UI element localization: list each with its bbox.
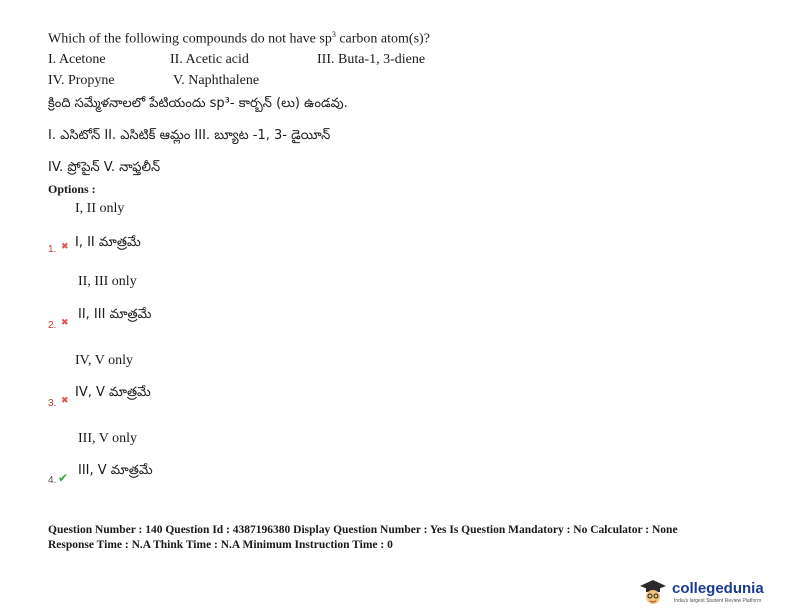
question-english xyxy=(48,30,430,48)
option-number: 2. xyxy=(48,320,57,331)
option-telugu: II, III మాత్రమే xyxy=(78,307,152,322)
cross-icon: ✖ xyxy=(61,242,69,252)
compound-acetone: I. Acetone xyxy=(48,52,106,67)
cross-icon: ✖ xyxy=(61,396,69,406)
question-text-start: Which of the following compounds do not have sp xyxy=(48,31,332,47)
option-english: IV, V only xyxy=(75,353,133,368)
option-english: II, III only xyxy=(78,274,137,289)
compound-naphthalene: V. Naphthalene xyxy=(173,73,260,88)
question-superscript: 3 xyxy=(331,30,336,39)
question-text-end: carbon atom(s)? xyxy=(335,31,430,47)
option-number: 3. xyxy=(48,398,57,409)
compound-butadiene: III. Buta-1, 3-diene xyxy=(317,52,426,67)
option-number: 4. xyxy=(48,475,57,486)
option-number: 1. xyxy=(48,244,57,255)
option-english: I, II only xyxy=(75,201,125,216)
logo-tagline: India's largest Student Review Platform xyxy=(674,598,762,604)
options-heading: Options : xyxy=(48,182,96,196)
graduate-mascot-icon xyxy=(638,578,668,606)
checkmark-icon: ✔ xyxy=(58,471,69,485)
option-telugu: IV, V మాత్రమే xyxy=(75,385,151,400)
option-telugu: I, II మాత్రమే xyxy=(75,235,141,250)
compounds-telugu-row2: IV. ప్రోపైన్ V. నాఫ్తలీన్ xyxy=(48,160,161,175)
collegedunia-logo xyxy=(638,578,778,606)
compound-propyne: IV. Propyne xyxy=(48,73,115,88)
cross-icon: ✖ xyxy=(61,318,69,328)
compounds-telugu-row1: I. ఎసిటోన్ II. ఎసిటిక్ ఆమ్లం III. బ్యూట -1, 3- డైయీన్ xyxy=(48,128,331,143)
logo-name: collegedunia xyxy=(672,580,764,597)
compound-acetic-acid: II. Acetic acid xyxy=(170,52,249,67)
option-telugu: III, V మాత్రమే xyxy=(78,463,153,478)
question-metadata-line1: Question Number : 140 Question Id : 4387196380 Display Question Number : Yes Is Question Mandatory : No Calculator : None xyxy=(48,524,678,536)
option-english: III, V only xyxy=(78,431,137,446)
question-telugu: క్రింది సమ్మేళనాలలో పేటియందు sp³- కార్బన్ (లు) ఉండవు. xyxy=(48,96,348,111)
question-metadata-line2: Response Time : N.A Think Time : N.A Minimum Instruction Time : 0 xyxy=(48,539,393,551)
